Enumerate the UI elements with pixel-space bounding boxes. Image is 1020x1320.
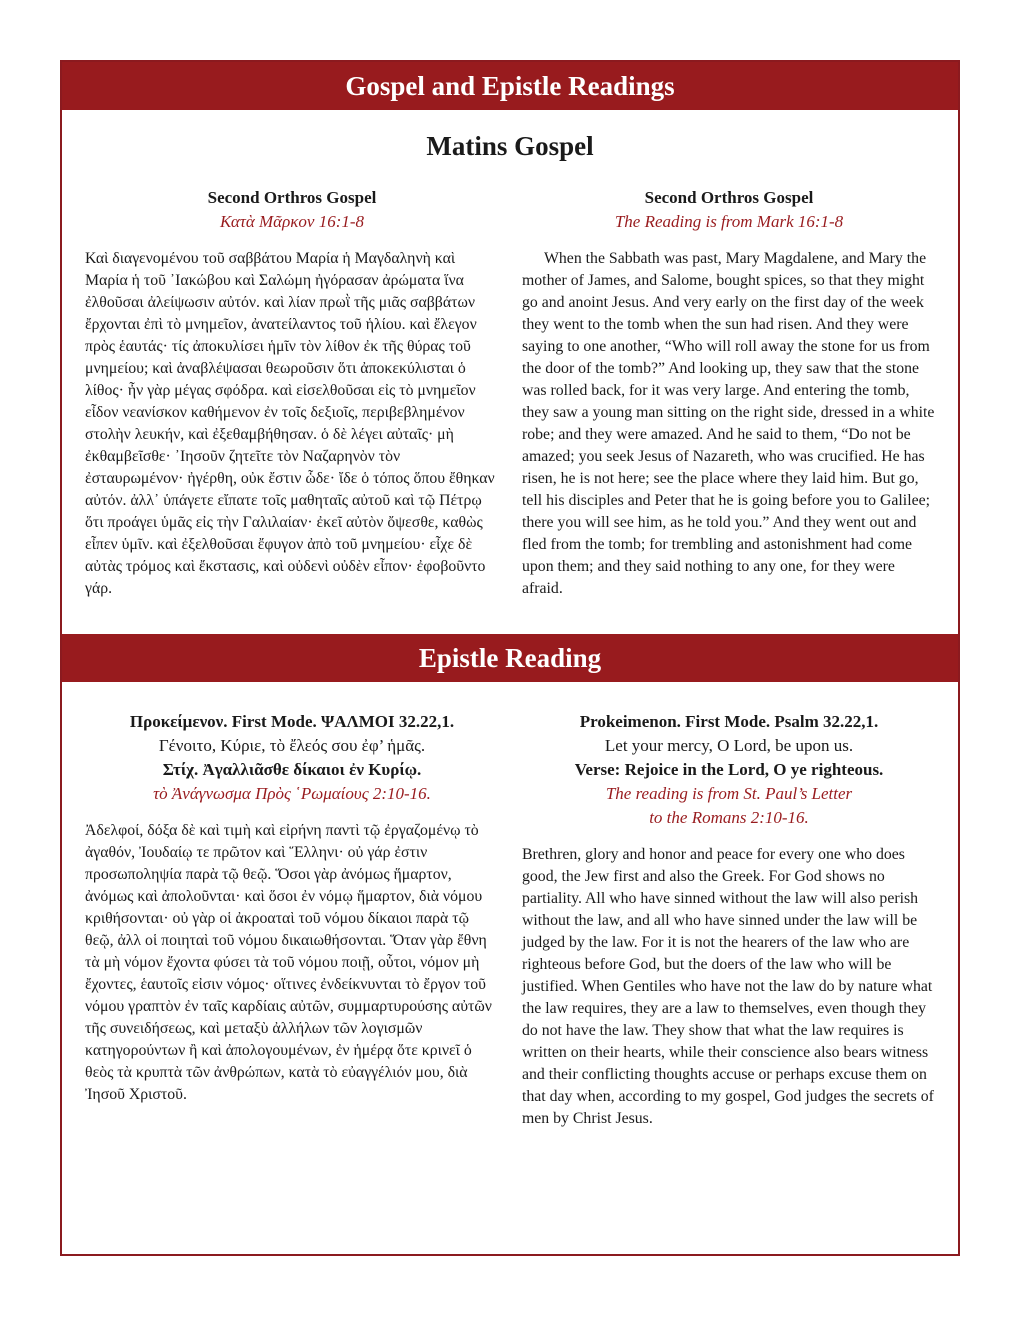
- page-header-title: Gospel and Epistle Readings: [345, 71, 675, 101]
- english-epistle-heading-block: [522, 710, 936, 830]
- english-prokeimenon-line: Let your mercy, O Lord, be upon us.: [604, 736, 854, 755]
- greek-prokeimenon-line: Γένοιτο, Κύριε, τὸ ἔλεός σου ἐφ’ ἡμᾶς.: [158, 736, 426, 755]
- greek-gospel-column: [85, 186, 499, 600]
- english-gospel-reference: The Reading is from Mark 16:1-8: [614, 212, 844, 231]
- greek-gospel-reference: Κατὰ Μᾶρκον 16:1-8: [219, 212, 365, 231]
- english-epistle-reference-line2: to the Romans 2:10-16.: [649, 808, 809, 827]
- greek-epistle-column: [85, 710, 499, 1130]
- greek-epistle-reference: τὸ Ἀνάγνωσμα Πρὸς ῾Ρωμαίους 2:10-16.: [153, 784, 431, 803]
- greek-gospel-heading-block: [85, 186, 499, 234]
- page-header-banner: [62, 62, 958, 110]
- english-gospel-text: When the Sabbath was past, Mary Magdalene, and Mary the mother of James, and Salome, bought spices, so that they might go and anoint Jesus. And very early on the first day of the week they went to the tomb when the sun had risen. And they were saying to one another, “Who will roll away the stone for us from the door of the tomb?” And looking up, they saw that the stone was rolled back, for it was very large. And entering the tomb, they saw a young man sitting on the right side, dressed in a white robe; and they were amazed. And he said to them, “Do not be amazed; you seek Jesus of Nazareth, who was crucified. He has risen, he is not here; see the place where they laid him. But go, tell his disciples and Peter that he is going before you to Galilee; there you will see him, as he told you.” And they went out and fled from the tomb; for trembling and astonishment had come upon them; and they said nothing to any one, for they were afraid.: [522, 250, 935, 597]
- greek-epistle-text: Ἀδελφοί, δόξα δὲ καὶ τιμὴ καὶ εἰρήνη παντὶ τῷ ἐργαζομένῳ τὸ ἀγαθόν, Ἰουδαίῳ τε πρῶτον καὶ Ἕλληνι· οὐ γάρ ἐστιν προσωποληψία παρὰ τῷ θεῷ. Ὅσοι γὰρ ἀνόμως ἥμαρτον, ἀνόμως καὶ ἀπολοῦνται· καὶ ὅσοι ἐν νόμῳ ἥμαρτον, διὰ νόμου κριθήσονται· οὐ γὰρ οἱ ἀκροαταὶ τοῦ νόμου δίκαιοι παρὰ τῷ θεῷ, ἀλλ οἱ ποιηταὶ τοῦ νόμου δικαιωθήσονται. Ὅταν γὰρ ἔθνη τὰ μὴ νόμον ἔχοντα φύσει τὰ τοῦ νόμου ποιῇ, οὗτοι, νόμον μὴ ἔχοντες, ἑαυτοῖς εἰσιν νόμος· οἵτινες ἐνδείκνυνται τὸ ἔργον τοῦ νόμου γραπτὸν ἐν ταῖς καρδίαις αὐτῶν, συμμαρτυρούσης αὐτῶν τῆς συνειδήσεως, καὶ μεταξὺ ἀλλήλων τῶν λογισμῶν κατηγορούντων ἢ καὶ ἀπολογουμένων, ἐν ἡμέρᾳ ὅτε κρινεῖ ὁ θεὸς τὰ κρυπτὰ τῶν ἀνθρώπων, κατὰ τὸ εὐαγγέλιόν μου, διὰ Ἰησοῦ Χριστοῦ.: [85, 822, 492, 1103]
- epistle-reading-title: Epistle Reading: [418, 643, 602, 673]
- english-gospel-heading-block: [522, 186, 936, 234]
- epistle-columns: [62, 710, 958, 1130]
- english-prokeimenon: Prokeimenon. First Mode. Psalm 32.22,1.: [579, 712, 879, 731]
- greek-gospel-heading: Second Orthros Gospel: [207, 188, 377, 207]
- greek-epistle-heading-block: [85, 710, 499, 806]
- readings-frame: [60, 60, 960, 1256]
- greek-verse: Στίχ. Ἀγαλλιᾶσθε δίκαιοι ἐν Κυρίῳ.: [162, 760, 422, 779]
- epistle-reading-banner: [62, 634, 958, 682]
- greek-prokeimenon: Προκείμενον. First Mode. ΨΑΛΜΟΙ 32.22,1.: [129, 712, 455, 731]
- english-gospel-heading: Second Orthros Gospel: [644, 188, 814, 207]
- english-epistle-text: Brethren, glory and honor and peace for every one who does good, the Jew first and also the Greek. For God shows no partiality. All who have sinned without the law will also perish without the law, and all who have sinned under the law will be judged by the law. For it is not the hearers of the law who are righteous before God, but the doers of the law who will be justified. When Gentiles who have not the law do by nature what the law requires, they are a law to themselves, even though they do not have the law. They show that what the law requires is written on their hearts, while their conscience also bears witness and their conflicting thoughts accuse or perhaps excuse them on that day when, according to my gospel, God judges the secrets of men by Christ Jesus.: [522, 846, 934, 1127]
- english-epistle-reference-line1: The reading is from St. Paul’s Letter: [605, 784, 853, 803]
- english-gospel-column: [522, 186, 936, 600]
- matins-gospel-title: Matins Gospel: [426, 131, 594, 161]
- english-verse: Verse: Rejoice in the Lord, O ye righteous.: [574, 760, 884, 779]
- english-epistle-column: [522, 710, 936, 1130]
- matins-gospel-columns: [62, 186, 958, 600]
- greek-gospel-text: Καὶ διαγενομένου τοῦ σαββάτου Μαρία ἡ Μαγδαληνὴ καὶ Μαρία ἡ τοῦ ᾿Ιακώβου καὶ Σαλώμη ἠγόρασαν ἀρώματα ἵνα ἐλθοῦσαι ἀλείψωσιν αὐτόν. καὶ λίαν πρωῒ τῆς μιᾶς σαββάτων ἔρχονται ἐπὶ τὸ μνημεῖον, ἀνατείλαντος τοῦ ἡλίου. καὶ ἔλεγον πρὸς ἑαυτάς· τίς ἀποκυλίσει ἡμῖν τὸν λίθον ἐκ τῆς θύρας τοῦ μνημείου; καὶ ἀναβλέψασαι θεωροῦσιν ὅτι ἀποκεκύλισται ὁ λίθος· ἦν γὰρ μέγας σφόδρα. καὶ εἰσελθοῦσαι εἰς τὸ μνημεῖον εἶδον νεανίσκον καθήμενον ἐν τοῖς δεξιοῖς, περιβεβλημένον στολὴν λευκήν, καὶ ἐξεθαμβήθησαν. ὁ δὲ λέγει αὐταῖς· μὴ ἐκθαμβεῖσθε· ᾿Ιησοῦν ζητεῖτε τὸν Ναζαρηνὸν τὸν ἐσταυρωμένον· ἠγέρθη, οὐκ ἔστιν ὧδε· ἴδε ὁ τόπος ὅπου ἔθηκαν αὐτόν. ἀλλ᾿ ὑπάγετε εἴπατε τοῖς μαθηταῖς αὐτοῦ καὶ τῷ Πέτρῳ ὅτι προάγει ὑμᾶς εἰς τὴν Γαλιλαίαν· ἐκεῖ αὐτὸν ὄψεσθε, καθὼς εἶπεν ὑμῖν. καὶ ἐξελθοῦσαι ἔφυγον ἀπὸ τοῦ μνημείου· εἶχε δὲ αὐτὰς τρόμος καὶ ἔκστασις, καὶ οὐδενὶ οὐδὲν εἶπον· ἐφοβοῦντο γάρ.: [85, 250, 495, 597]
